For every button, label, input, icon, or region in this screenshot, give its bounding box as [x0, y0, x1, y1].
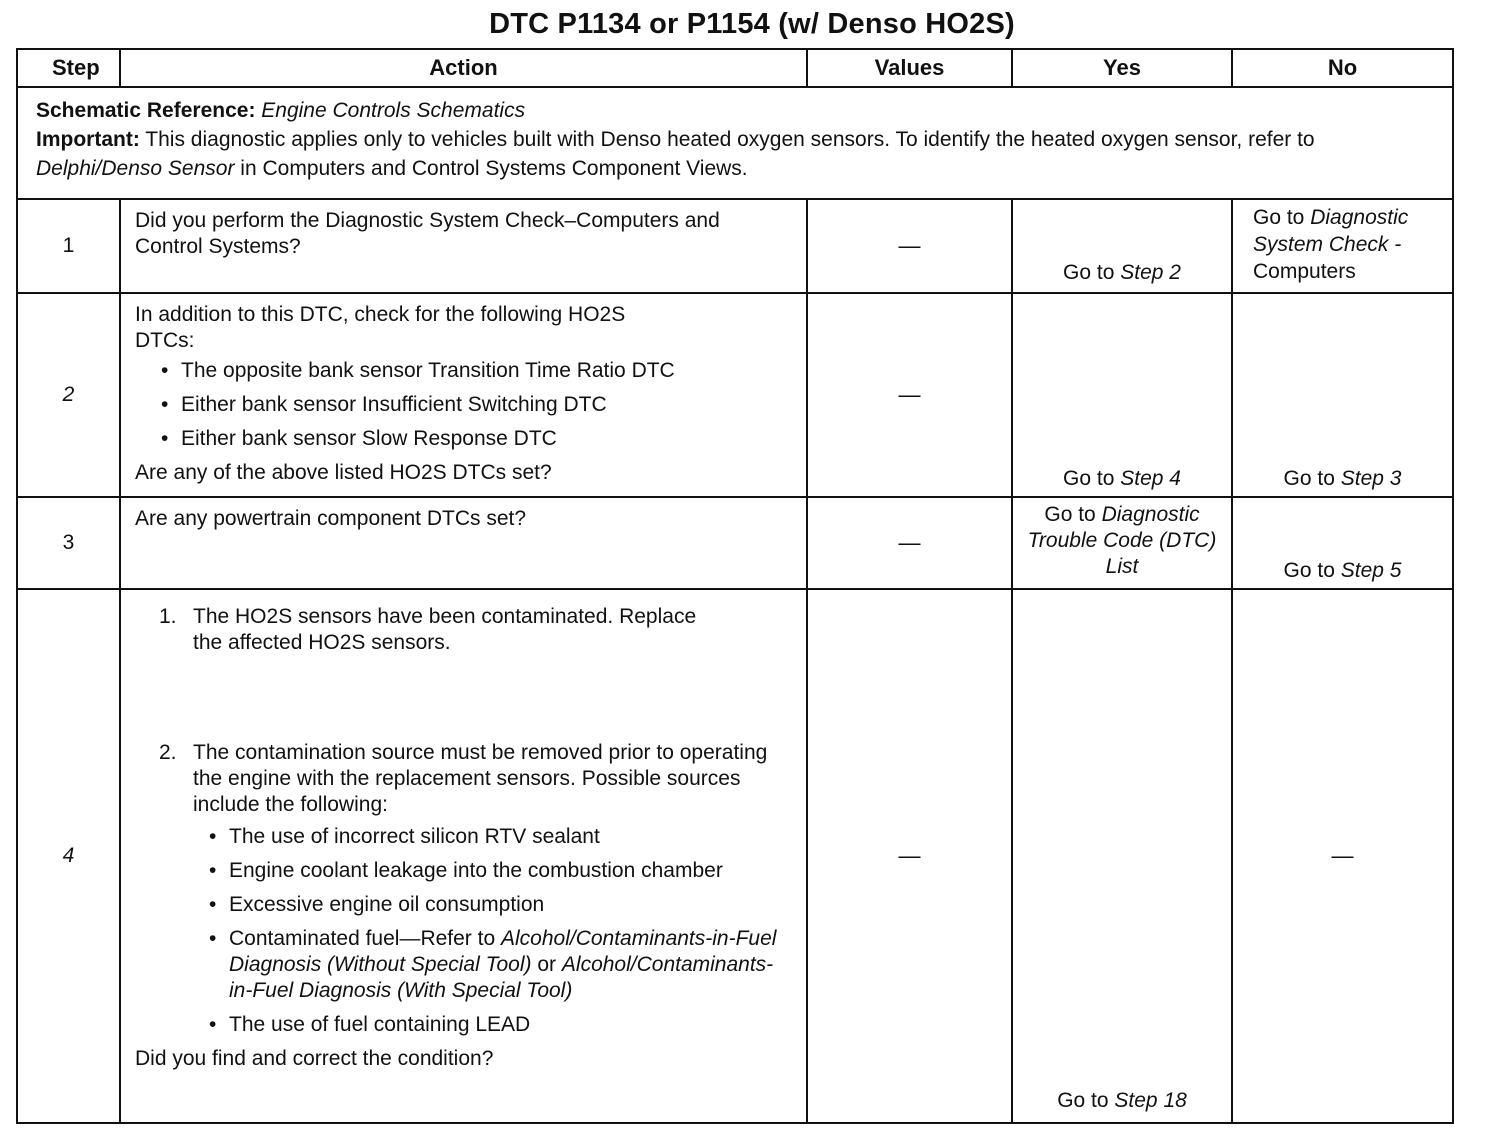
list-item: • Either bank sensor Slow Response DTC [181, 426, 792, 452]
schematic-label: Schematic Reference: [36, 99, 256, 122]
no-prefix: Go to [1253, 206, 1305, 229]
intro-cell [17, 87, 1453, 199]
diagnostic-table [16, 48, 1454, 1124]
list-item: • Excessive engine oil consumption [229, 892, 783, 918]
list-item: • The use of fuel containing LEAD [229, 1012, 783, 1038]
important-note [36, 125, 1434, 183]
table-row-step-2 [17, 293, 1453, 497]
yes-prefix: Go to [1057, 1089, 1109, 1112]
yes-prefix: Go to [1044, 503, 1096, 526]
step-number: 2 [17, 293, 120, 497]
table-row-step-1 [17, 199, 1453, 293]
yes-prefix: Go to [1063, 467, 1115, 490]
important-label: Important: [36, 128, 140, 151]
step-number: 4 [17, 589, 120, 1123]
action-question: Are any of the above listed HO2S DTCs set? [135, 461, 552, 484]
no-suffix: Computers [1253, 260, 1356, 283]
source-list [193, 824, 783, 1038]
yes-ref: Diagnostic Trouble Code (DTC) List [1027, 503, 1217, 578]
no-ref: Step 3 [1340, 467, 1402, 490]
no-prefix: Go to [1283, 559, 1335, 582]
no-cell [1232, 497, 1453, 589]
important-text-1: This diagnostic applies only to vehicles built with Denso heated oxygen sensors. To identify the heated oxygen sensor, refer to [145, 128, 1315, 151]
values-cell: — [807, 497, 1012, 589]
yes-ref: Step 18 [1114, 1089, 1187, 1112]
yes-cell [1012, 589, 1232, 1123]
yes-ref: Step 4 [1120, 467, 1181, 490]
dtc-list [135, 358, 792, 452]
action-cell: Did you perform the Diagnostic System Check–Computers and Control Systems? [120, 199, 807, 293]
header-action: Action [120, 49, 807, 87]
action-intro: In addition to this DTC, check for the following HO2S DTCs: [135, 303, 626, 352]
no-cell: — [1232, 589, 1453, 1123]
list-item: • The use of incorrect silicon RTV sealant [229, 824, 783, 850]
important-ref: Delphi/Denso Sensor [36, 157, 235, 180]
yes-ref: Step 2 [1120, 261, 1181, 284]
header-row [17, 49, 1453, 87]
list-item: • The opposite bank sensor Transition Time Ratio DTC [181, 358, 792, 384]
list-item: • Engine coolant leakage into the combustion chamber [229, 858, 729, 884]
list-item: • Either bank sensor Insufficient Switching DTC [181, 392, 792, 418]
no-ref: Diagnostic System Check - [1253, 206, 1409, 256]
header-step: Step [17, 49, 120, 87]
list-item: 1. The HO2S sensors have been contaminated. Replace the affected HO2S sensors. [159, 605, 697, 654]
important-text-2: in Computers and Control Systems Component Views. [240, 157, 748, 180]
intro-row [17, 87, 1453, 199]
document-title: DTC P1134 or P1154 (w/ Denso HO2S) [489, 8, 1015, 40]
action-cell [120, 293, 807, 497]
values-cell: — [807, 589, 1012, 1123]
yes-cell [1012, 497, 1232, 589]
action-question: Did you find and correct the condition? [135, 1047, 494, 1070]
no-prefix: Go to [1283, 467, 1335, 490]
step-number: 3 [17, 497, 120, 589]
list-item: • Contaminated fuel—Refer to Alcohol/Contaminants-in-Fuel Diagnosis (Without Special Tool) or Alcohol/Contaminants-in-Fuel Diagnosis (With Special Tool) [229, 926, 789, 1004]
action-cell: Are any powertrain component DTCs set? [120, 497, 807, 589]
no-cell [1232, 293, 1453, 497]
yes-prefix: Go to [1063, 261, 1115, 284]
procedure-list [135, 604, 792, 1038]
header-values: Values [807, 49, 1012, 87]
values-cell: — [807, 293, 1012, 497]
yes-cell [1012, 293, 1232, 497]
header-yes: Yes [1012, 49, 1232, 87]
no-ref: Step 5 [1340, 559, 1402, 582]
step-number: 1 [17, 199, 120, 293]
table-row-step-4 [17, 589, 1453, 1123]
yes-cell [1012, 199, 1232, 293]
no-cell [1232, 199, 1453, 293]
header-no: No [1232, 49, 1453, 87]
schematic-link: Engine Controls Schematics [261, 99, 526, 122]
action-cell [120, 589, 807, 1123]
values-cell: — [807, 199, 1012, 293]
schematic-reference [36, 96, 1434, 125]
list-item: 2. The contamination source must be removed prior to operating the engine with the replacement sensors. Possible sources include the following: • The use of incorrect silicon RTV sealant • Engine coolant leakage into the combustion chamber • Excessive engine oil consumption • Contaminated fuel—Refer to Alcohol/Contaminants-in-Fuel Diagnosis (Without Special Tool) or Alcohol/Contaminants-in-Fuel Diagnosis (With Special Tool) • The use of fuel containing LEAD [193, 740, 783, 1038]
table-row-step-3 [17, 497, 1453, 589]
